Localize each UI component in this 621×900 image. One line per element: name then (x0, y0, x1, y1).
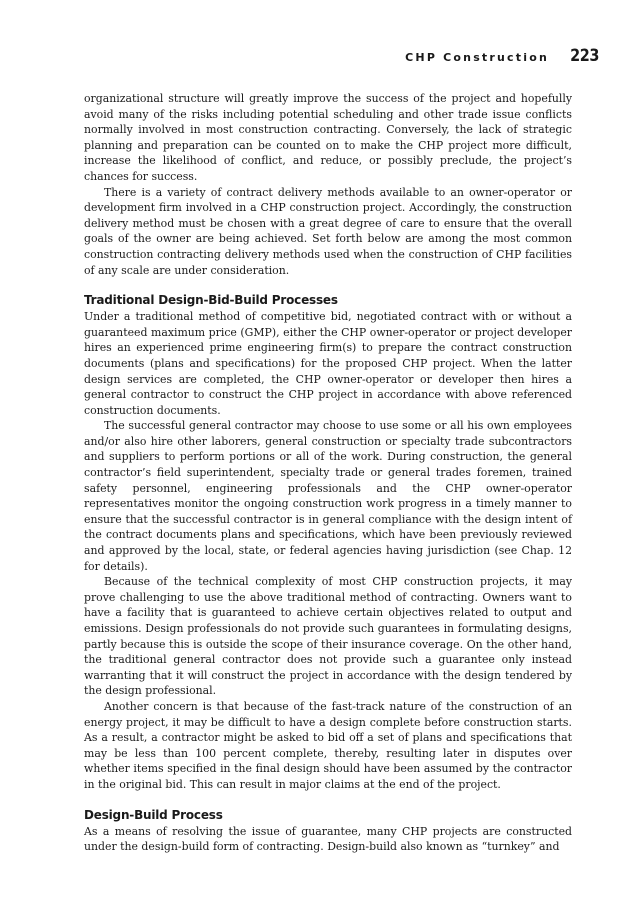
paragraph: As a means of resolving the issue of guarantee, many CHP projects are constructed under the design-build form of contracting. Design-build also known as “turnkey” and (84, 824, 572, 854)
body-text (84, 91, 572, 855)
page-number: 223 (570, 46, 599, 66)
running-head (405, 46, 599, 66)
section-heading-design-build: Design-Build Process (84, 807, 223, 822)
paragraph: The successful general contractor may choose to use some or all his own employees and/or also hire other laborers, general construction or specialty trade subcontractors and suppliers to perform portions or all of the work. During construction, the general contractor’s field superintendent, specialty trade or general trades foremen, trained safety personnel, engineering professionals and the CHP owner-operator representatives monitor the ongoing construction work progress in a timely manner to ensure that the successful contractor is in general compliance with the design intent of the contract documents plans and specifications, which have been previously reviewed and approved by the local, state, or federal agencies having jurisdiction (see Chap. 12 for details). (84, 419, 572, 573)
paragraph: Because of the technical complexity of most CHP construction projects, it may prove challenging to use the above traditional method of contracting. Owners want to have a facility that is guaranteed to achieve certain objectives related to output and emissions. Design professionals do not provide such guarantees in formulating designs, partly because this is outside the scope of their insurance coverage. On the other hand, the traditional general contractor does not provide such a guarantee only instead warranting that it will construct the project in accordance with the design tendered by the design professional. (84, 575, 572, 698)
paragraph: Another concern is that because of the fast-track nature of the construction of an energy project, it may be difficult to have a design complete before construction starts. As a result, a contractor might be asked to bid off a set of plans and specifications that may be less than 100 percent complete, thereby, resulting later in disputes over whether items specified in the final design should have been assumed by the contractor in the original bid. This can result in major claims at the end of the project. (84, 699, 572, 791)
paragraph: organizational structure will greatly improve the success of the project and hopefully avoid many of the risks including potential scheduling and other trade issue conflicts normally involved in most construction contracting. Conversely, the lack of strategic planning and preparation can be counted on to make the CHP project more difficult, increase the likelihood of conflict, and reduce, or possibly preclude, the project’s chances for success. (84, 92, 572, 183)
section-heading-design-bid-build: Traditional Design-Bid-Build Processes (84, 293, 338, 308)
paragraph: There is a variety of contract delivery methods available to an owner-operator or development firm involved in a CHP construction project. Accordingly, the construction delivery method must be chosen with a great degree of care to ensure that the overall goals of the owner are being achieved. Set forth below are among the most common construction contracting delivery methods used when the construction of CHP facilities of any scale are under consideration. (84, 185, 572, 277)
running-title: CHP Construction (405, 51, 549, 64)
paragraph: Under a traditional method of competitive bid, negotiated contract with or without a guaranteed maximum price (GMP), either the CHP owner-operator or project developer hires an experienced prime engineering firm(s) to prepare the contract construction documents (plans and specifications) for the proposed CHP project. When the latter design services are completed, the CHP owner-operator or developer then hires a general contractor to construct the CHP project in accordance with above referenced construction documents. (84, 310, 572, 417)
